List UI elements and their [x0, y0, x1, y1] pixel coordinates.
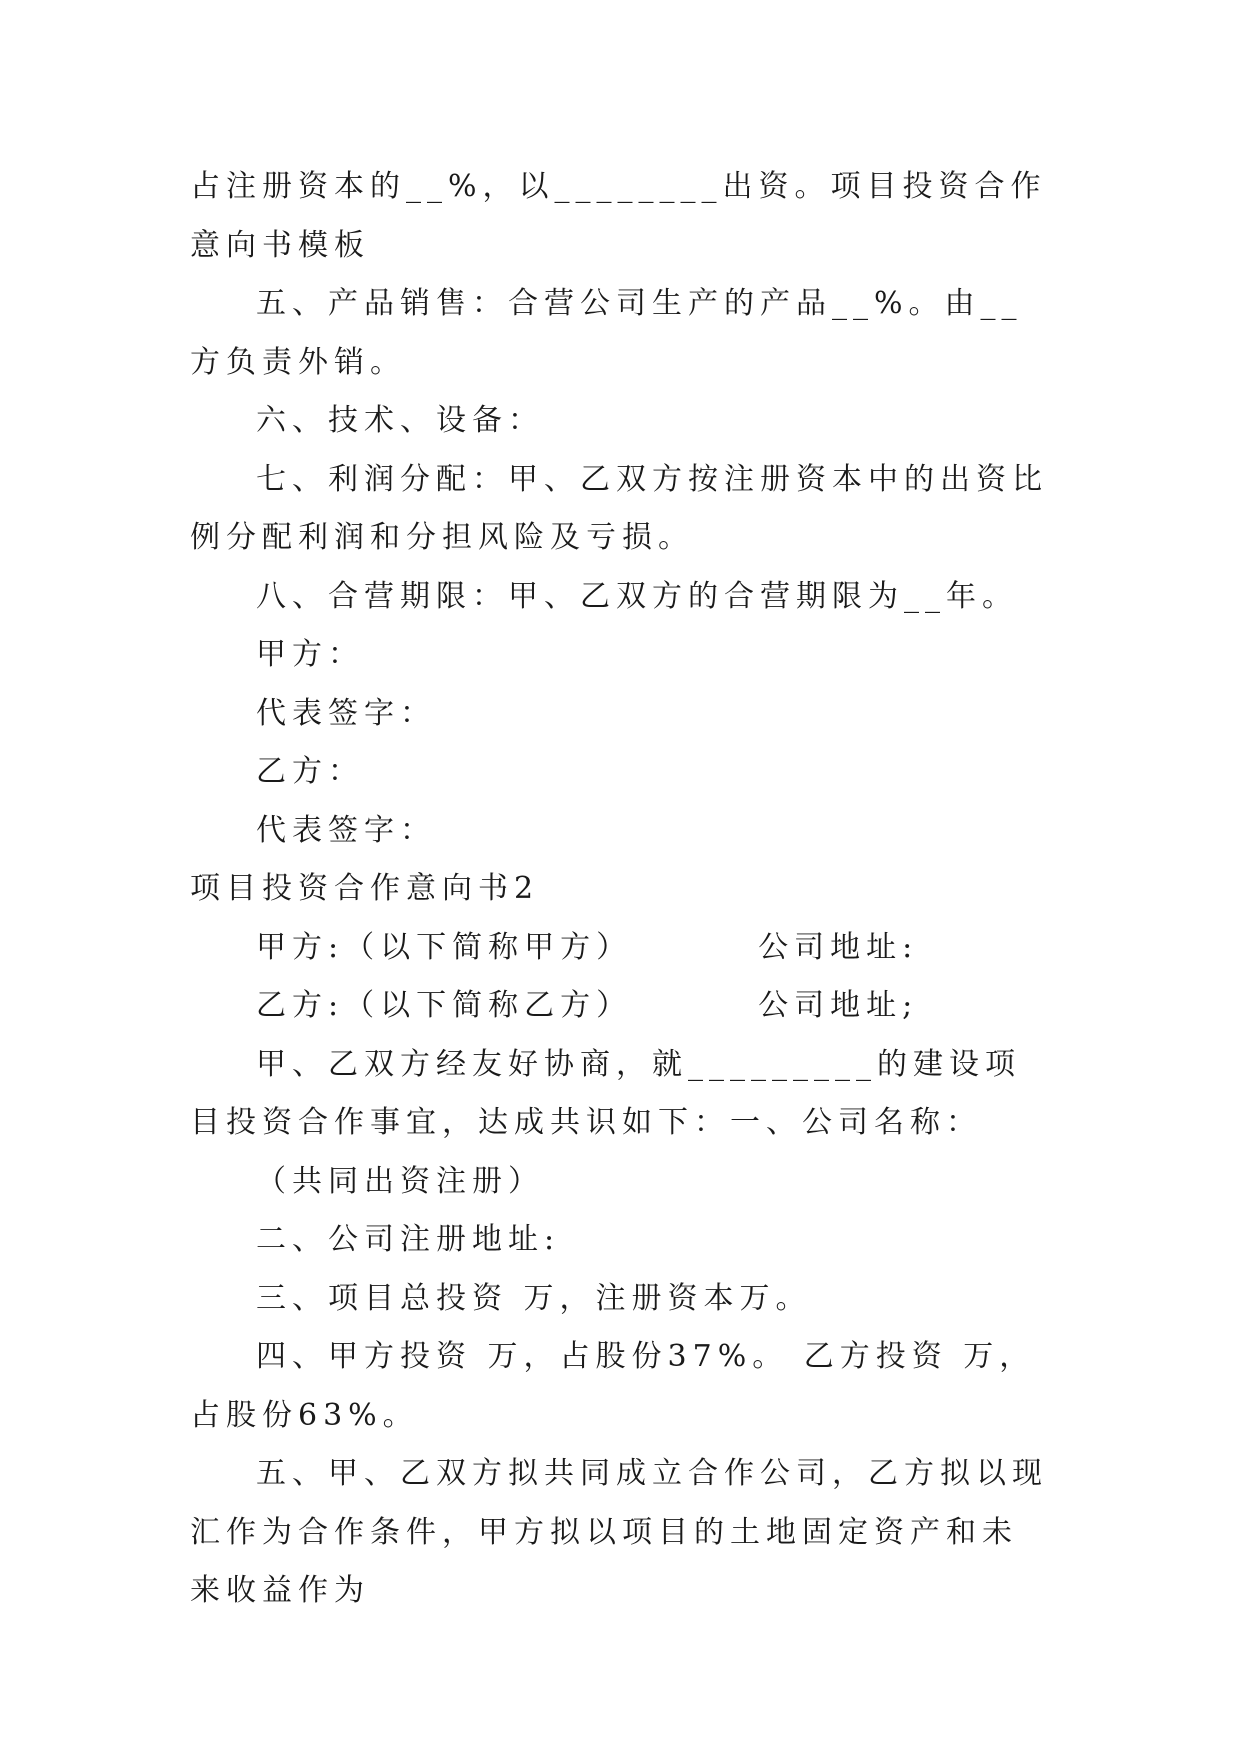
party-b-signature-label: 代表签字：: [256, 812, 436, 848]
paragraph-capital-ratio: 占注册资本的__%，以________出资。项目投资合作意向书模板: [190, 169, 1047, 263]
party-b-label: 乙方：: [256, 754, 364, 789]
party-a-name-label: 甲方:（以下简称甲方）: [256, 929, 633, 965]
paragraph-technology-equipment: 六、技术、设备：: [256, 403, 544, 438]
party-b-address-label: 公司地址;: [758, 988, 919, 1023]
party-b-intro: [190, 977, 1052, 1036]
paragraph-shareholding: 四、甲方投资 万，占股份37%。 乙方投资 万，占股份63%。: [190, 1339, 1036, 1433]
party-a-intro: [190, 919, 1052, 978]
paragraph-product-sales: 五、产品销售：合营公司生产的产品__%。由__方负责外销。: [190, 286, 1023, 380]
document-body: [190, 158, 1052, 1621]
section-title: 项目投资合作意向书2: [190, 871, 540, 906]
paragraph-joint-registration: （共同出资注册）: [256, 1163, 544, 1199]
paragraph-consensus: 甲、乙双方经友好协商，就_________的建设项目投资合作事宜，达成共识如下：一、公司名称：: [190, 1046, 1021, 1140]
party-a-address-label: 公司地址:: [758, 929, 919, 965]
party-b-name-label: 乙方:（以下简称乙方）: [256, 988, 633, 1023]
party-a-label: 甲方：: [256, 637, 364, 672]
paragraph-registered-address: 二、公司注册地址:: [256, 1222, 561, 1257]
paragraph-total-investment: 三、项目总投资 万，注册资本万。: [256, 1280, 812, 1316]
paragraph-profit-distribution: 七、利润分配：甲、乙双方按注册资本中的出资比例分配利润和分担风险及亏损。: [190, 461, 1048, 555]
paragraph-cooperation-terms: 五、甲、乙双方拟共同成立合作公司，乙方拟以现汇作为合作条件，甲方拟以项目的土地固定资产和未来收益作为: [190, 1456, 1048, 1608]
party-a-signature-label: 代表签字：: [256, 695, 436, 731]
paragraph-joint-venture-term: 八、合营期限：甲、乙双方的合营期限为__年。: [256, 578, 1018, 614]
